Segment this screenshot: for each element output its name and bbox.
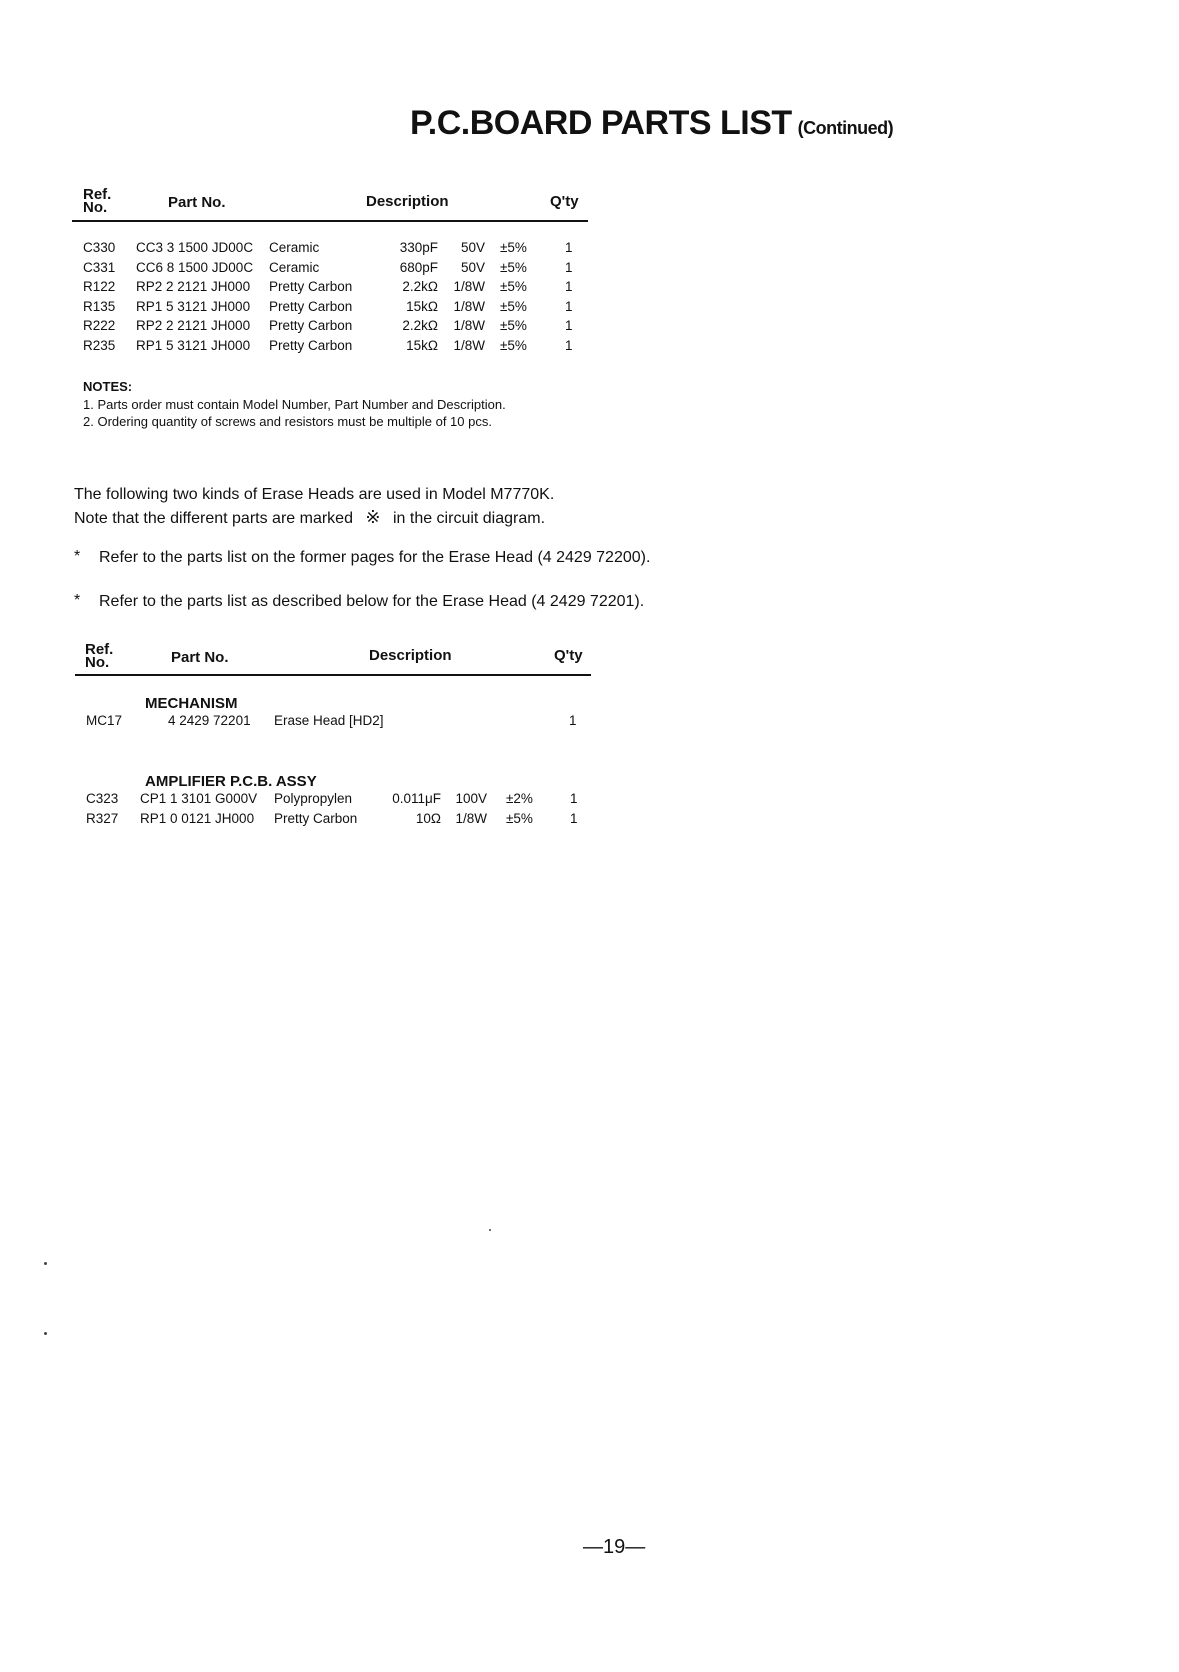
table1-header-description: Description [366,193,449,210]
cell-qty: 1 [565,318,573,334]
cell-rating: 1/8W [453,298,485,314]
bullet-marker-1: * [74,548,81,565]
cell-qty: 1 [569,713,577,728]
cell-value: 680pF [399,259,438,275]
cell-ref: C323 [86,791,119,806]
cell-ref: R235 [83,338,116,353]
cell-part-no: CP1 1 3101 G000V [140,791,258,806]
cell-part-no: RP2 2 2121 JH000 [136,279,251,295]
table-row [83,318,623,338]
cell-part-no: RP1 5 3121 JH000 [136,338,251,353]
page-title [410,104,893,143]
cell-description: Pretty Carbon [269,338,353,353]
cell-value: 10Ω [415,810,441,826]
cell-value: 0.011μF [392,791,441,806]
cell-description: Pretty Carbon [269,318,353,334]
table2-header-ref [85,643,113,669]
section-mechanism: MECHANISM [145,695,238,712]
cell-part-no: CC6 8 1500 JD00C [136,259,254,275]
title-main: P.C.BOARD PARTS LIST [410,104,792,142]
table-row [83,338,623,358]
cell-rating: 50V [460,240,485,255]
cell-rating: 1/8W [453,338,485,353]
table2-header-description: Description [369,647,452,664]
table-row [83,279,623,299]
title-suffix: (Continued) [797,118,894,138]
cell-ref: R222 [83,318,116,334]
bullet-item-2: Refer to the parts list as described below for the Erase Head (4 2429 72201). [99,593,645,610]
table-row [86,811,626,831]
cell-ref: R327 [86,810,119,826]
erase-intro-line2-before: Note that the different parts are marked [74,510,353,527]
notes-heading: NOTES: [83,379,133,394]
table2-header-rule [75,674,591,676]
cell-part-no: RP1 5 3121 JH000 [136,298,251,314]
cell-value: 15kΩ [406,298,438,314]
header-ref-label: Ref. [85,641,114,658]
cell-tolerance: ±5% [500,298,527,314]
erase-intro-line2 [74,507,545,528]
page-number: —19— [583,1536,646,1558]
cell-rating: 100V [455,791,487,806]
cell-qty: 1 [565,279,573,295]
cell-qty: 1 [565,259,573,275]
cell-qty: 1 [570,810,578,826]
cell-value: 15kΩ [406,338,438,353]
cell-description: Ceramic [269,240,320,255]
cell-description: Erase Head [HD2] [274,713,384,728]
cell-ref: R122 [83,279,116,295]
cell-rating: 1/8W [455,810,487,826]
cell-tolerance: ±5% [506,810,533,826]
table1-header-rule [72,220,588,222]
scan-speck [489,1229,491,1231]
table1-header-ref [83,188,111,214]
scan-speck [44,1332,47,1335]
header-no-label: No. [83,199,108,216]
cell-rating: 1/8W [453,279,485,295]
cell-value: 2.2kΩ [402,279,438,295]
cell-qty: 1 [565,298,573,314]
cell-ref: C330 [83,240,116,255]
cell-part-no: 4 2429 72201 [168,713,251,728]
cell-description: Polypropylen [274,791,353,806]
cell-qty: 1 [570,791,578,806]
scan-speck [44,1262,47,1265]
cell-part-no: RP1 0 0121 JH000 [140,810,255,826]
cell-tolerance: ±5% [500,279,527,295]
cell-rating: 50V [460,259,485,275]
note-item-2: 2. Ordering quantity of screws and resistors must be multiple of 10 pcs. [83,414,492,429]
cell-qty: 1 [565,338,573,353]
table-row [86,713,606,733]
cell-description: Pretty Carbon [269,279,353,295]
note-item-1: 1. Parts order must contain Model Number, Part Number and Description. [83,397,506,412]
table-row [86,791,626,811]
cell-tolerance: ±5% [500,259,527,275]
cell-rating: 1/8W [453,318,485,334]
cell-value: 330pF [399,240,438,255]
cell-tolerance: ±5% [500,240,527,255]
cell-description: Pretty Carbon [269,298,353,314]
cell-ref: C331 [83,259,116,275]
erase-intro-line1: The following two kinds of Erase Heads are used in Model M7770K. [74,486,555,503]
cell-tolerance: ±5% [500,338,527,353]
bullet-item-1: Refer to the parts list on the former pages for the Erase Head (4 2429 72200). [99,549,651,566]
table2-header-qty: Q'ty [554,647,583,664]
asterism-mark-icon: ※ [365,507,381,527]
header-ref-label: Ref. [83,186,112,203]
table-row [83,240,623,260]
bullet-marker-2: * [74,592,81,609]
cell-part-no: RP2 2 2121 JH000 [136,318,251,334]
table2-header-part-no: Part No. [171,649,229,666]
cell-description: Ceramic [269,259,320,275]
table1-header-qty: Q'ty [550,193,579,210]
table-row [83,299,623,319]
cell-part-no: CC3 3 1500 JD00C [136,240,254,255]
cell-tolerance: ±5% [500,318,527,334]
cell-ref: R135 [83,298,116,314]
table1-header-part-no: Part No. [168,194,226,211]
erase-intro-line2-after: in the circuit diagram. [392,510,546,527]
cell-tolerance: ±2% [506,791,533,806]
section-amplifier: AMPLIFIER P.C.B. ASSY [145,773,317,790]
cell-description: Pretty Carbon [274,810,358,826]
cell-qty: 1 [565,240,573,255]
cell-value: 2.2kΩ [402,318,438,334]
table-row [83,260,623,280]
cell-ref: MC17 [86,713,123,728]
header-no-label: No. [85,654,110,671]
